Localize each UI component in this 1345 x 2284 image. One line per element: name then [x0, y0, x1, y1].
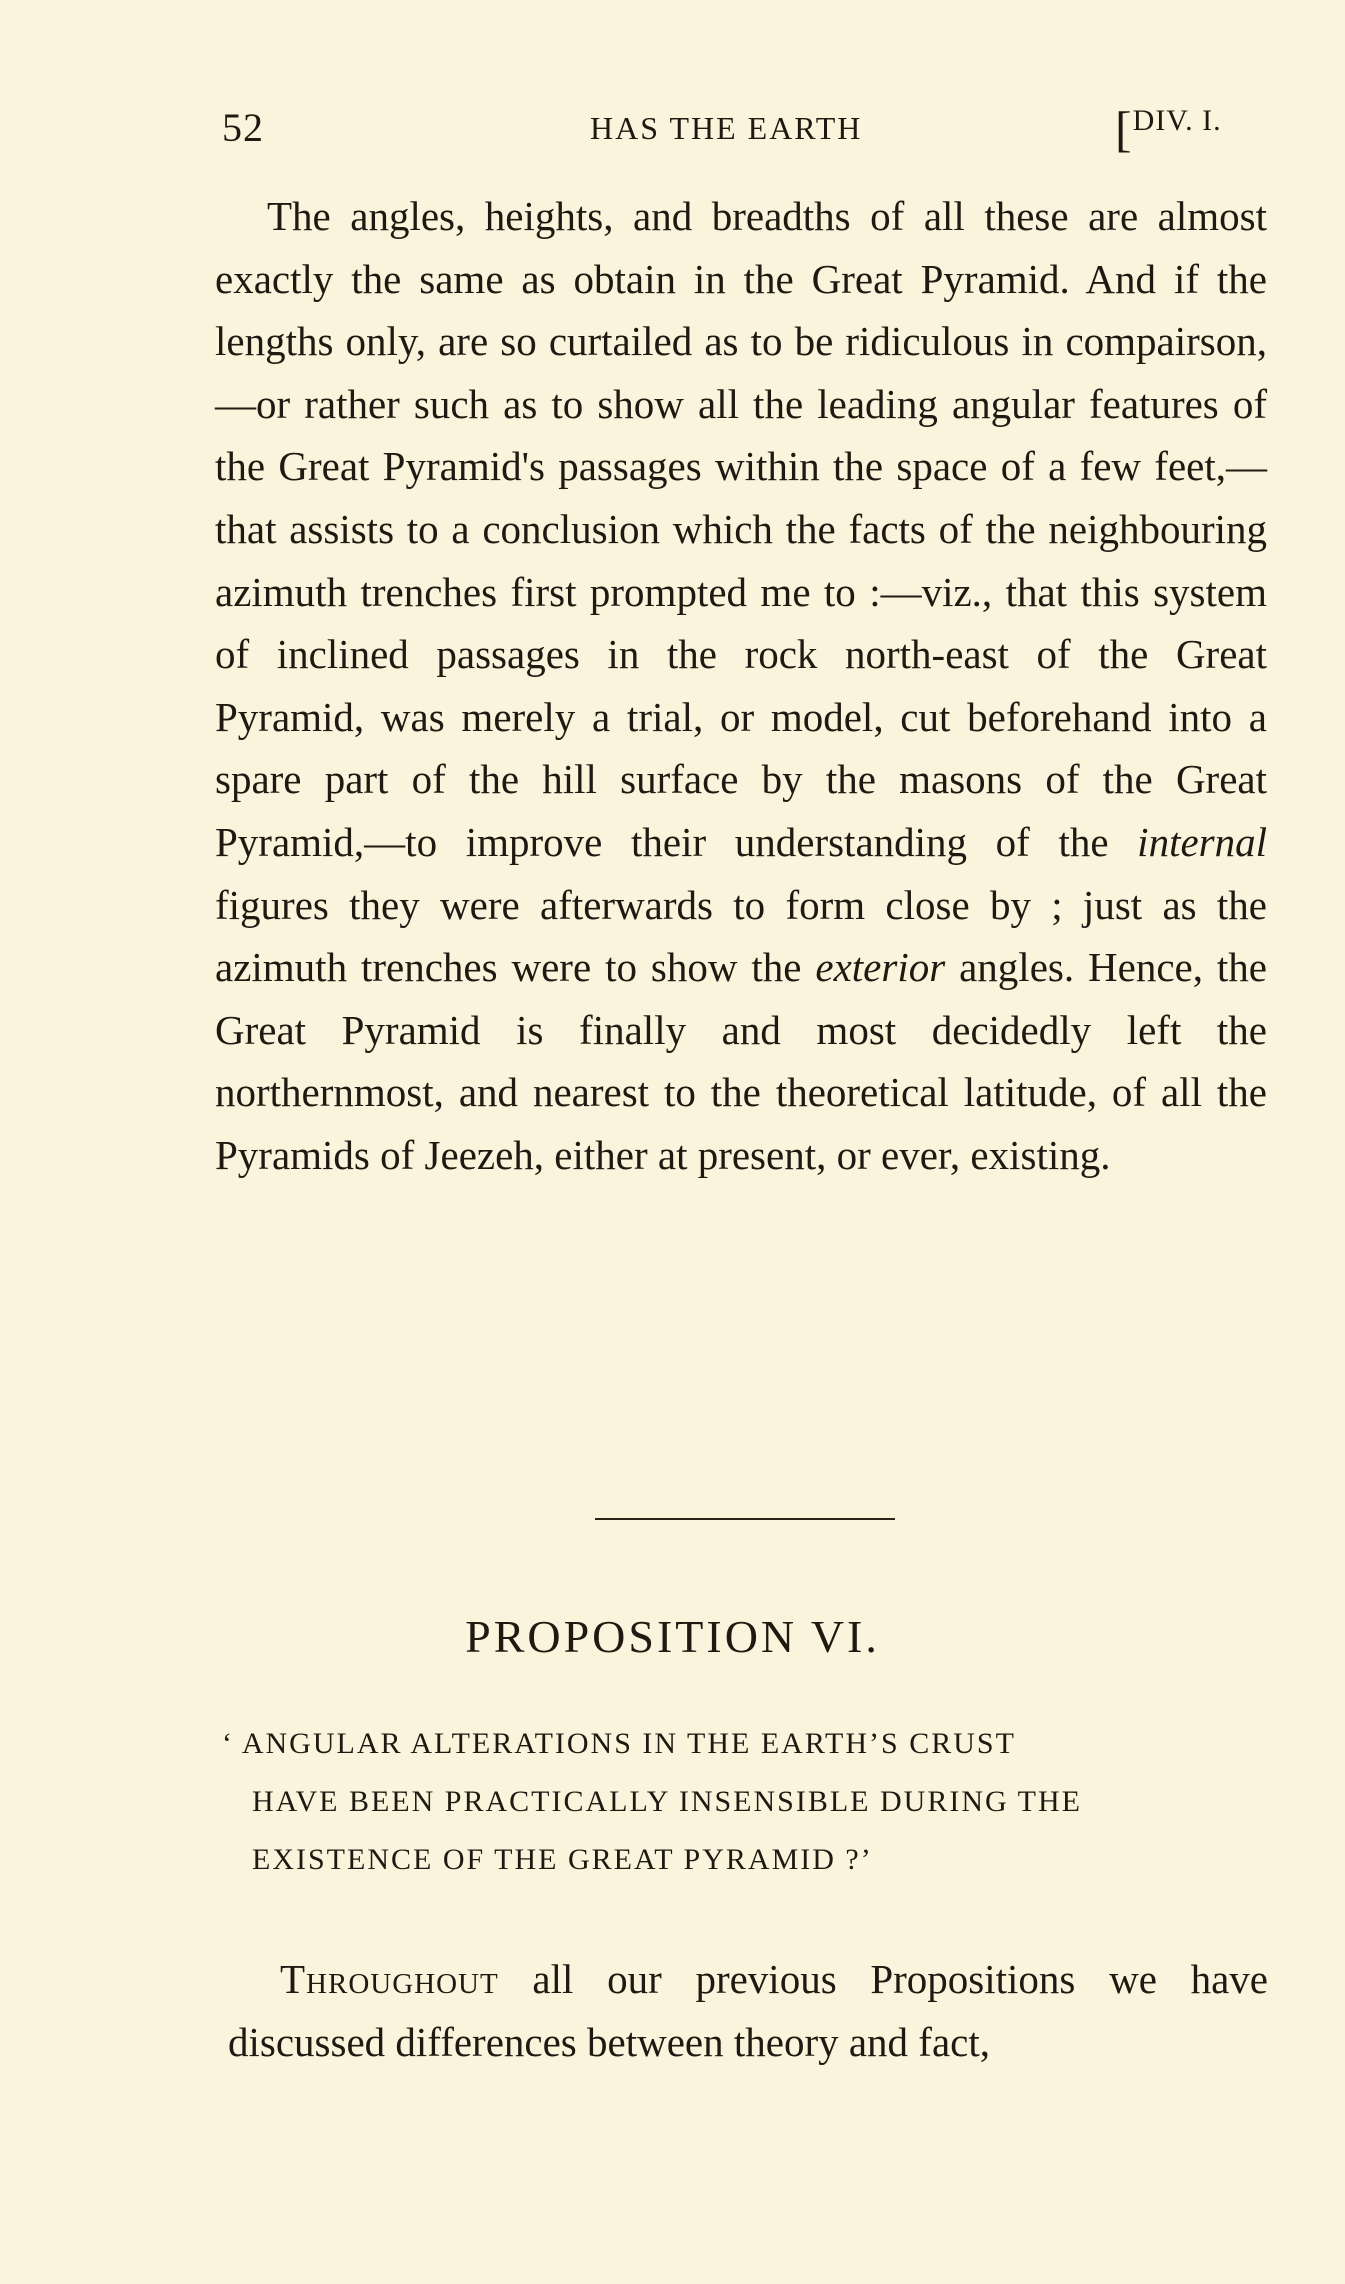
- proposition-title: PROPOSITION VI.: [465, 1611, 880, 1662]
- running-title: HAS THE EARTH: [590, 110, 863, 146]
- text-segment-1: The angles, heights, and breadths of all these are almost exactly the same as obtain in the Great Pyramid. And if the lengths only, are so curtailed as to be ridiculous in compairson,—or rather such as to show all the leading angular features of the Great Pyramid's passages within the space of a few feet,—that assists to a conclusion which the facts of the neighbouring azimuth trenches first prompted me to :—viz., that this system of inclined passages in the rock north-east of the Great Pyramid, was merely a trial, or model, cut beforehand into a spare part of the hill surface by the masons of the Great Pyramid,—to improve their understanding of the: [215, 193, 1267, 865]
- division-bracket: [: [1115, 101, 1133, 157]
- emphasis-internal: internal: [1137, 818, 1267, 865]
- closing-paragraph: [228, 1948, 1268, 2073]
- question-line-2: HAVE BEEN PRACTICALLY INSENSIBLE DURING THE: [252, 1785, 1082, 1818]
- page-number: 52: [222, 105, 264, 150]
- closing-lead-word: Throughout: [280, 1956, 499, 2002]
- emphasis-exterior: exterior: [815, 944, 946, 991]
- closing-text: all our previous Propositions we have discussed differences between theory and fact,: [228, 1956, 1268, 2065]
- question-line-1: ‘ ANGULAR ALTERATIONS IN THE EARTH’S CRUST: [222, 1727, 1016, 1760]
- closing-paragraph-text: [228, 1948, 1268, 2073]
- text-segment-3: angles. Hence, the Great Pyramid is finally and most decidedly left the northernmost, and nearest to the theoretical latitude, of all the Pyramids of Jeezeh, either at present, or ever, existing.: [215, 944, 1267, 1178]
- division-marker: [1115, 92, 1222, 157]
- text-segment-2: figures they were afterwards to form close by ; just as the azimuth trenches were to show the: [215, 881, 1267, 991]
- body-paragraph: [215, 185, 1267, 1187]
- division-label: DIV. I.: [1132, 104, 1222, 137]
- question-line-3: EXISTENCE OF THE GREAT PYRAMID ?’: [252, 1843, 873, 1876]
- paragraph-text: [215, 185, 1267, 1187]
- section-divider: [595, 1518, 895, 1520]
- running-header: [0, 92, 1345, 162]
- proposition-question: [222, 1715, 1272, 1889]
